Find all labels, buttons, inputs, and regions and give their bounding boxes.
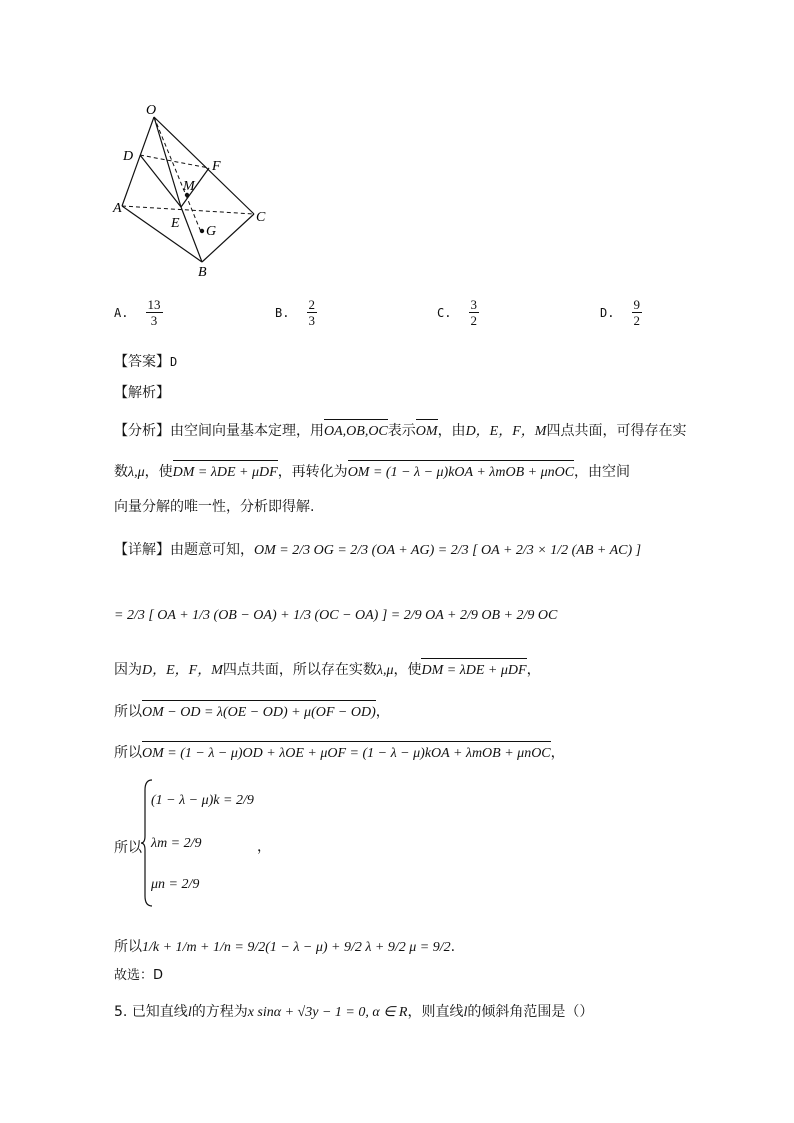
label-c: C: [256, 210, 266, 225]
label-e: E: [171, 216, 180, 231]
detail-line-4: 所以OM − OD = λ(OE − OD) + μ(OF − OD)，: [114, 702, 390, 723]
fenxi-line-1: 【分析】由空间向量基本定理，用OA,OB,OC表示OM，由D，E，F，M四点共面，可得存在实: [114, 421, 686, 442]
detail-line-5: 所以OM = (1 − λ − μ)OD + λOE + μOF = (1 − λ − μ)kOA + λmOB + μnOC，: [114, 743, 565, 764]
detail-line-1: 【详解】由题意可知，OM = 2/3 OG = 2/3 (OA + AG) = 2/3 [ OA + 2/3 × 1/2 (AB + AC) ]: [114, 542, 642, 558]
detail-line-3: 因为D，E，F，M四点共面，所以存在实数λ,μ，使DM = λDE + μDF，: [114, 660, 541, 681]
label-m: M: [183, 179, 195, 194]
tetrahedron-figure: [110, 96, 280, 281]
option-d: D. $\frac{9}{2}$: [600, 297, 641, 328]
analysis-title: 【解析】: [114, 385, 170, 401]
label-b: B: [198, 265, 207, 280]
detail-line-2: = 2/3 [ OA + 1/3 (OB − OA) + 1/3 (OC − OA) ] = 2/9 OA + 2/9 OB + 2/9 OC: [114, 608, 558, 623]
label-g: G: [206, 224, 217, 239]
fenxi-line-3: 向量分解的唯一性，分析即得解.: [114, 499, 315, 515]
label-a: A: [113, 201, 122, 216]
question-5: 5. 已知直线l的方程为x sinα + √3y − 1 = 0, α ∈ R，则直线l的倾斜角范围是（）: [114, 1004, 594, 1020]
detail-line-6: 所以1/k + 1/m + 1/n = 9/2(1 − λ − μ) + 9/2 λ + 9/2 μ = 9/2.: [114, 939, 456, 955]
detail-system-label: 所以: [114, 840, 142, 856]
fenxi-line-2: 数λ,μ，使DM = λDE + μDF，再转化为OM = (1 − λ − μ)kOA + λmOB + μnOC，由空间: [114, 462, 630, 483]
answer-line: 【答案】D: [114, 354, 178, 370]
system-comma: ，: [257, 839, 271, 855]
system-eq-3: μn = 2/9: [151, 877, 200, 892]
option-a: A. $\frac{13}{3}$: [114, 297, 161, 328]
option-b: B. $\frac{2}{3}$: [275, 297, 316, 328]
detail-choose: 故选：D: [114, 968, 164, 983]
point-g: [200, 229, 204, 233]
system-eq-2: λm = 2/9: [151, 836, 202, 851]
label-d: D: [123, 149, 134, 164]
system-eq-1: (1 − λ − μ)k = 2/9: [151, 793, 254, 808]
label-o: O: [146, 103, 157, 118]
option-c: C. $\frac{3}{2}$: [437, 297, 478, 328]
label-f: F: [212, 159, 221, 174]
